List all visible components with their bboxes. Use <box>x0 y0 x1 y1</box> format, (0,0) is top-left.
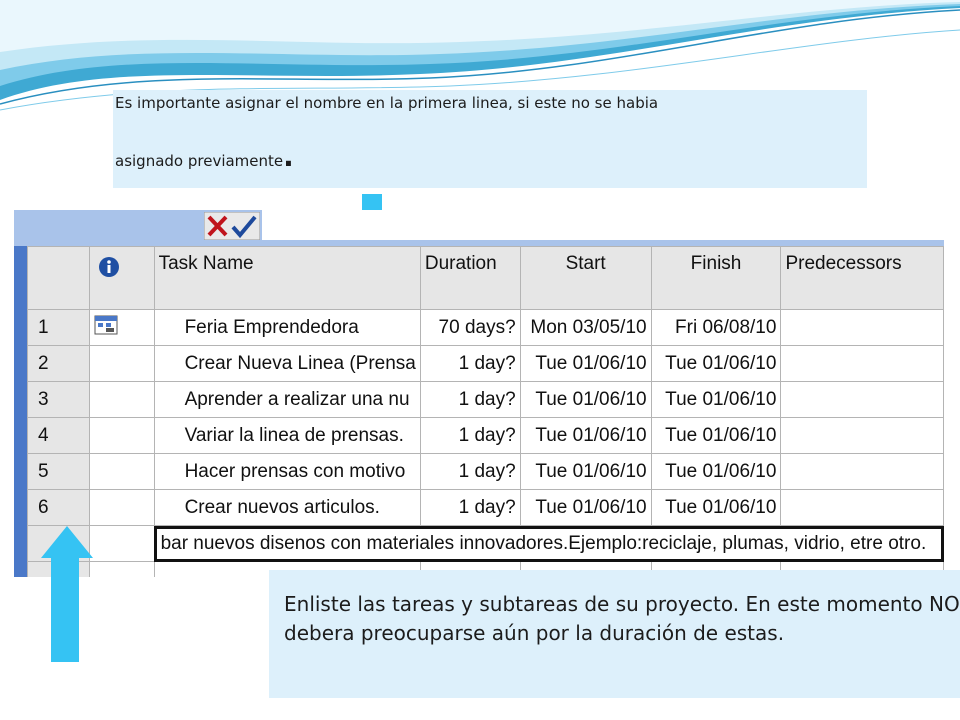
entry-bar-field[interactable] <box>262 210 944 240</box>
view-bar <box>14 246 27 577</box>
duration-cell[interactable]: 1 day? <box>420 490 520 526</box>
table-row[interactable] <box>28 490 944 526</box>
top-note-line1: Es importante asignar el nombre en la primera linea, si este no se habia <box>115 94 659 112</box>
table-row[interactable] <box>28 418 944 454</box>
task-name-cell[interactable]: Crear nuevos articulos. <box>154 490 420 526</box>
task-grid <box>27 246 944 577</box>
task-name-edit-cell[interactable]: bar nuevos disenos con materiales innovadores.Ejemplo:reciclaje, plumas, vidrio, etre otro. <box>154 526 943 562</box>
task-name-cell[interactable]: Aprender a realizar una nu <box>154 382 420 418</box>
start-cell[interactable]: Tue 01/06/10 <box>520 418 651 454</box>
row-id[interactable]: 4 <box>28 418 90 454</box>
duration-cell[interactable]: 70 days? <box>420 310 520 346</box>
top-note-line2-text: asignado previamente <box>115 152 284 170</box>
bottom-note: Enliste las tareas y subtareas de su proyecto. En este momento NO debera preocuparse aún por la duración de estas. <box>269 570 960 698</box>
predecessors-cell[interactable] <box>781 490 944 526</box>
row-id[interactable]: 2 <box>28 346 90 382</box>
table-row[interactable] <box>28 454 944 490</box>
predecessors-cell[interactable] <box>781 382 944 418</box>
column-start[interactable]: Start <box>520 247 651 310</box>
select-all-corner[interactable] <box>28 247 90 310</box>
column-info[interactable] <box>89 247 154 310</box>
duration-cell[interactable]: 1 day? <box>420 382 520 418</box>
row-indicator <box>89 526 154 562</box>
row-id[interactable]: 1 <box>28 310 90 346</box>
row-id[interactable]: 6 <box>28 490 90 526</box>
column-task-name[interactable]: Task Name <box>154 247 420 310</box>
finish-cell[interactable]: Tue 01/06/10 <box>651 454 781 490</box>
row-id[interactable]: 5 <box>28 454 90 490</box>
arrow-up-icon <box>41 526 93 662</box>
row-indicator <box>89 310 154 346</box>
table-row[interactable] <box>28 382 944 418</box>
row-indicator <box>89 490 154 526</box>
entry-toolbar <box>14 210 944 246</box>
start-cell[interactable]: Tue 01/06/10 <box>520 346 651 382</box>
row-indicator <box>89 382 154 418</box>
top-note <box>113 90 867 188</box>
top-note-line2 <box>115 140 294 173</box>
table-row[interactable] <box>28 310 944 346</box>
row-indicator <box>89 454 154 490</box>
column-duration[interactable]: Duration <box>420 247 520 310</box>
predecessors-cell[interactable] <box>781 310 944 346</box>
row-indicator <box>89 562 154 578</box>
info-icon <box>98 256 120 278</box>
finish-cell[interactable]: Tue 01/06/10 <box>651 418 781 454</box>
task-name-cell[interactable]: Crear Nueva Linea (Prensa <box>154 346 420 382</box>
finish-cell[interactable]: Fri 06/08/10 <box>651 310 781 346</box>
duration-cell[interactable]: 1 day? <box>420 418 520 454</box>
column-finish[interactable]: Finish <box>651 247 781 310</box>
task-name-cell[interactable]: Variar la linea de prensas. <box>154 418 420 454</box>
finish-cell[interactable]: Tue 01/06/10 <box>651 346 781 382</box>
predecessors-cell[interactable] <box>781 418 944 454</box>
task-name-cell[interactable]: Feria Emprendedora <box>154 310 420 346</box>
start-cell[interactable]: Tue 01/06/10 <box>520 454 651 490</box>
start-cell[interactable]: Tue 01/06/10 <box>520 382 651 418</box>
duration-cell[interactable]: 1 day? <box>420 454 520 490</box>
predecessors-cell[interactable] <box>781 346 944 382</box>
row-id[interactable]: 3 <box>28 382 90 418</box>
start-cell[interactable]: Tue 01/06/10 <box>520 490 651 526</box>
finish-cell[interactable]: Tue 01/06/10 <box>651 490 781 526</box>
header-row <box>28 247 944 310</box>
row-indicator <box>89 418 154 454</box>
top-note-terminal: . <box>283 140 294 173</box>
column-predecessors[interactable]: Predecessors <box>781 247 944 310</box>
task-name-cell[interactable]: Hacer prensas con motivo <box>154 454 420 490</box>
calendar-indicator-icon <box>94 315 118 335</box>
start-cell[interactable]: Mon 03/05/10 <box>520 310 651 346</box>
row-indicator <box>89 346 154 382</box>
table-row[interactable] <box>28 346 944 382</box>
editing-row[interactable] <box>28 526 944 562</box>
predecessors-cell[interactable] <box>781 454 944 490</box>
duration-cell[interactable]: 1 day? <box>420 346 520 382</box>
finish-cell[interactable]: Tue 01/06/10 <box>651 382 781 418</box>
gantt-table-panel <box>14 210 944 577</box>
